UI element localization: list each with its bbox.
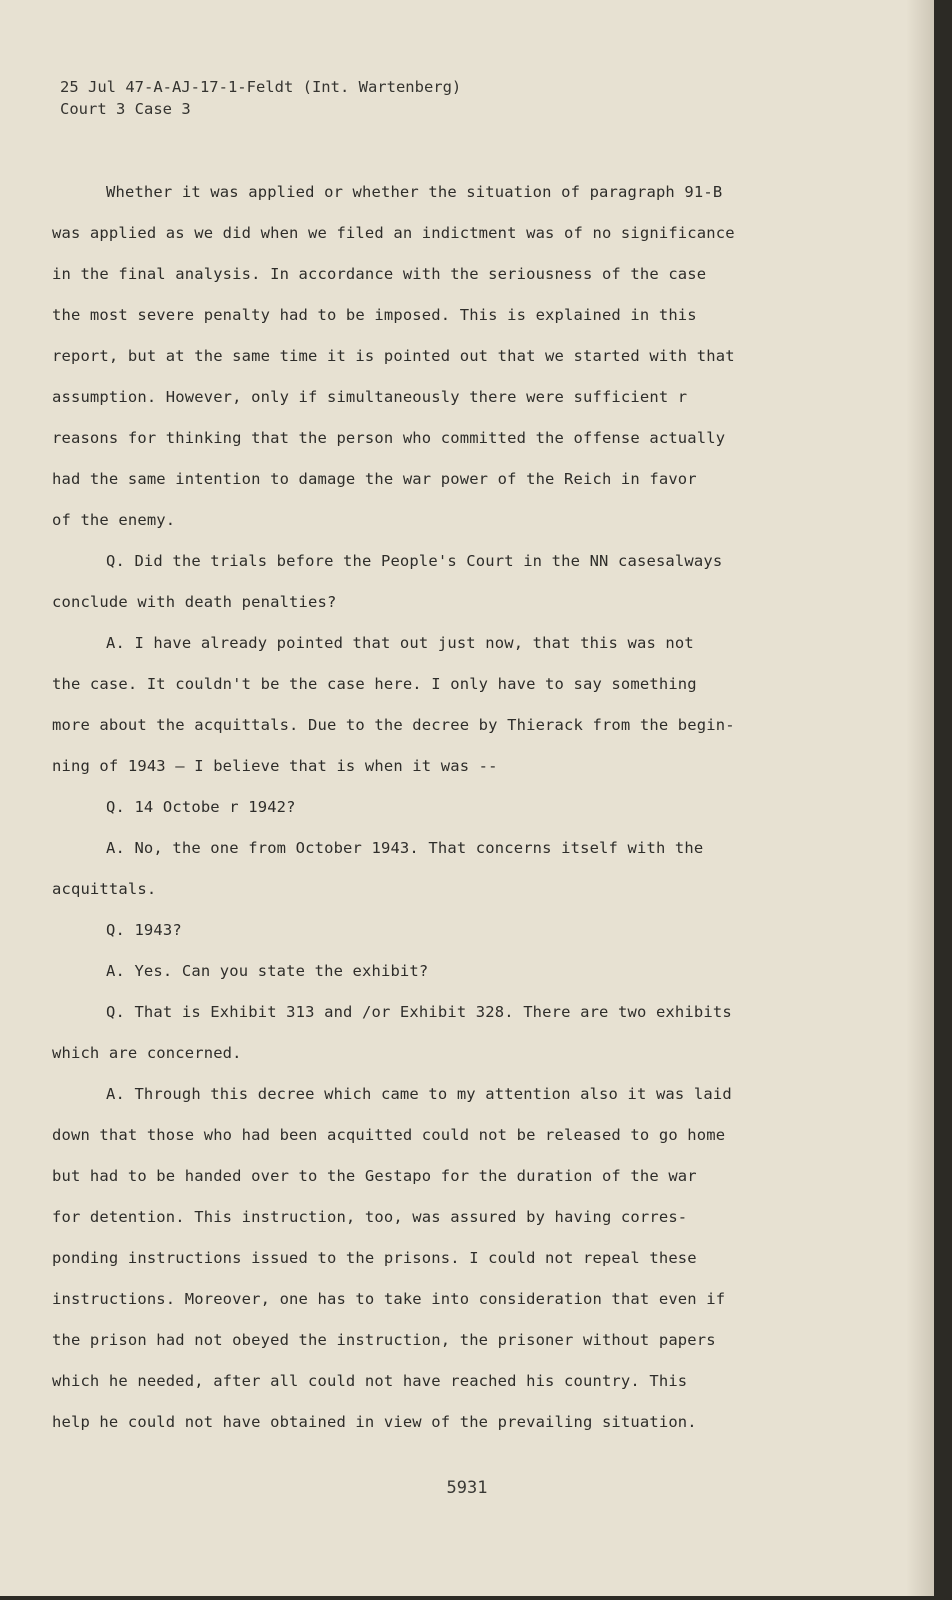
text-line: reasons for thinking that the person who committed the offense actually: [52, 429, 726, 447]
transcript-body: [52, 172, 812, 1443]
text-line: was applied as we did when we filed an indictment was of no significance: [52, 224, 735, 242]
header-reference-line: 25 Jul 47-A-AJ-17-1-Feldt (Int. Wartenberg): [60, 78, 462, 96]
text-line: but had to be handed over to the Gestapo for the duration of the war: [52, 1167, 697, 1185]
text-line: the most severe penalty had to be imposed. This is explained in this: [52, 306, 697, 324]
text-line: instructions. Moreover, one has to take into consideration that even if: [52, 1290, 726, 1308]
text-line: Whether it was applied or whether the situation of paragraph 91-B: [106, 183, 723, 201]
text-line: report, but at the same time it is pointed out that we started with that: [52, 347, 735, 365]
answer-line: A. Yes. Can you state the exhibit?: [106, 962, 429, 980]
question-line: Q. 1943?: [106, 921, 182, 939]
text-line: ponding instructions issued to the prisons. I could not repeal these: [52, 1249, 697, 1267]
text-line: more about the acquittals. Due to the decree by Thierack from the begin-: [52, 716, 735, 734]
question-line: Q. 14 Octobe r 1942?: [106, 798, 296, 816]
answer-line: A. Through this decree which came to my attention also it was laid: [106, 1085, 732, 1103]
text-line: ning of 1943 — I believe that is when it was --: [52, 757, 498, 775]
answer-line: A. No, the one from October 1943. That concerns itself with the: [106, 839, 704, 857]
page-number: 5931: [446, 1478, 488, 1498]
text-line: help he could not have obtained in view of the prevailing situation.: [52, 1413, 697, 1431]
text-line: assumption. However, only if simultaneously there were sufficient r: [52, 388, 688, 406]
text-line: had the same intention to damage the war power of the Reich in favor: [52, 470, 697, 488]
text-line: which he needed, after all could not have reached his country. This: [52, 1372, 688, 1390]
answer-line: A. I have already pointed that out just now, that this was not: [106, 634, 694, 652]
text-line: in the final analysis. In accordance with the seriousness of the case: [52, 265, 707, 283]
text-line: down that those who had been acquitted could not be released to go home: [52, 1126, 726, 1144]
text-line: of the enemy.: [52, 511, 176, 529]
text-line: the case. It couldn't be the case here. I only have to say something: [52, 675, 697, 693]
text-line: which are concerned.: [52, 1044, 242, 1062]
text-line: conclude with death penalties?: [52, 593, 337, 611]
question-line: Q. That is Exhibit 313 and /or Exhibit 328. There are two exhibits: [106, 1003, 732, 1021]
text-line: for detention. This instruction, too, was assured by having corres-: [52, 1208, 688, 1226]
question-line: Q. Did the trials before the People's Court in the NN casesalways: [106, 552, 723, 570]
document-header: [60, 76, 461, 120]
header-court-line: Court 3 Case 3: [60, 100, 191, 118]
text-line: acquittals.: [52, 880, 157, 898]
text-line: the prison had not obeyed the instruction, the prisoner without papers: [52, 1331, 716, 1349]
